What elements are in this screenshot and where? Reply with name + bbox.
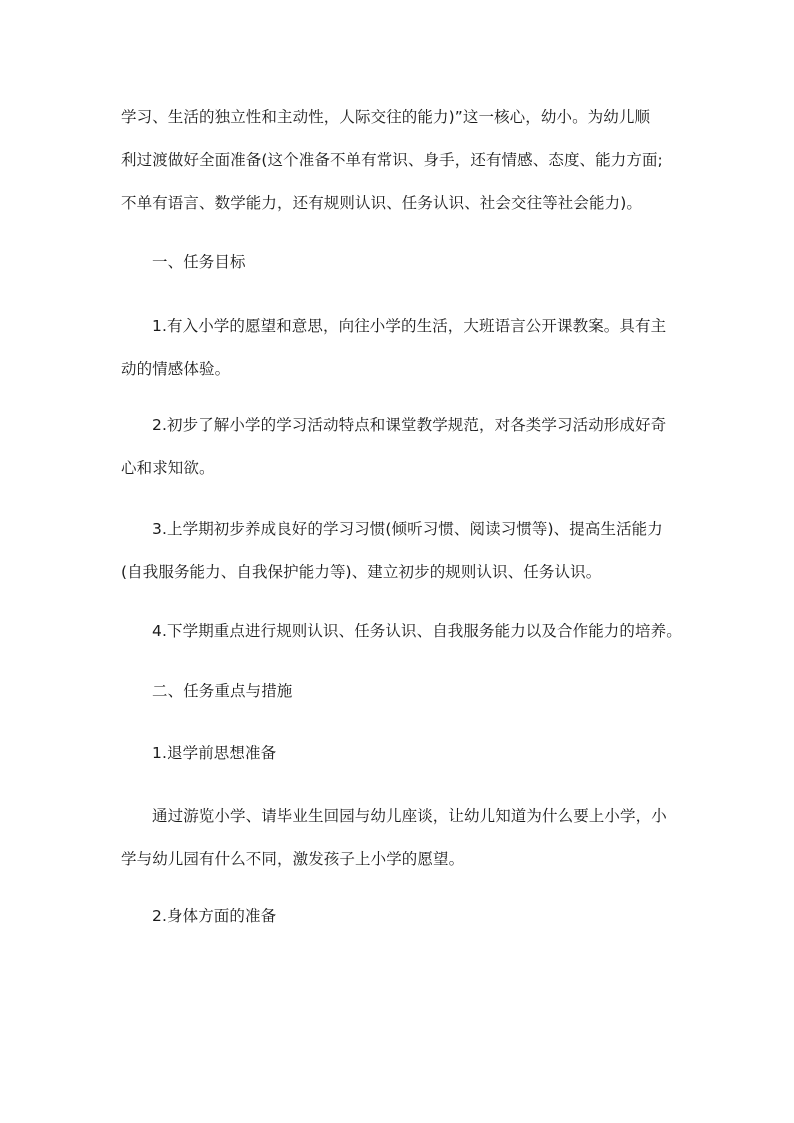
paragraph-line: 利过渡做好全面准备(这个准备不单有常识、身手，还有情感、态度、能力方面;: [121, 151, 663, 169]
paragraph-line: 2.初步了解小学的学习活动特点和课堂教学规范，对各类学习活动形成好奇: [152, 416, 667, 434]
goal-item-1: [121, 305, 681, 391]
heading-line: 二、任务重点与措施: [152, 682, 293, 700]
goal-item-3: [121, 508, 681, 594]
paragraph-line: 学与幼儿园有什么不同，激发孩子上小学的愿望。: [121, 850, 465, 868]
paragraph-line: 1.有入小学的愿望和意思，向往小学的生活，大班语言公开课教案。具有主: [152, 317, 667, 335]
paragraph-line: 通过游览小学、请毕业生回园与幼儿座谈，让幼儿知道为什么要上小学，小: [152, 807, 667, 825]
subheading-physical-prep: [121, 895, 681, 938]
paragraph-line: 心和求知欲。: [121, 459, 215, 477]
heading-line: 1.退学前思想准备: [152, 744, 277, 762]
subheading-thought-prep: [121, 732, 681, 775]
section-heading-goals: [121, 241, 681, 284]
thought-prep-paragraph: [121, 795, 681, 881]
intro-paragraph: [121, 96, 681, 225]
paragraph-line: 3.上学期初步养成良好的学习习惯(倾听习惯、阅读习惯等)、提高生活能力: [152, 520, 663, 538]
section-heading-focus: [121, 670, 681, 713]
paragraph-line: (自我服务能力、自我保护能力等)、建立初步的规则认识、任务认识。: [121, 563, 602, 581]
goal-item-4: [121, 610, 681, 653]
paragraph-line: 4.下学期重点进行规则认识、任务认识、自我服务能力以及合作能力的培养。: [152, 622, 682, 640]
heading-line: 2.身体方面的准备: [152, 907, 277, 925]
paragraph-line: 动的情感体验。: [121, 360, 231, 378]
heading-line: 一、任务目标: [152, 253, 246, 271]
goal-item-2: [121, 404, 681, 490]
paragraph-line: 不单有语言、数学能力，还有规则认识、任务认识、社会交往等社会能力)。: [121, 194, 642, 212]
paragraph-line: 学习、生活的独立性和主动性，人际交往的能力)”这一核心，幼小。为幼儿顺: [121, 108, 651, 126]
